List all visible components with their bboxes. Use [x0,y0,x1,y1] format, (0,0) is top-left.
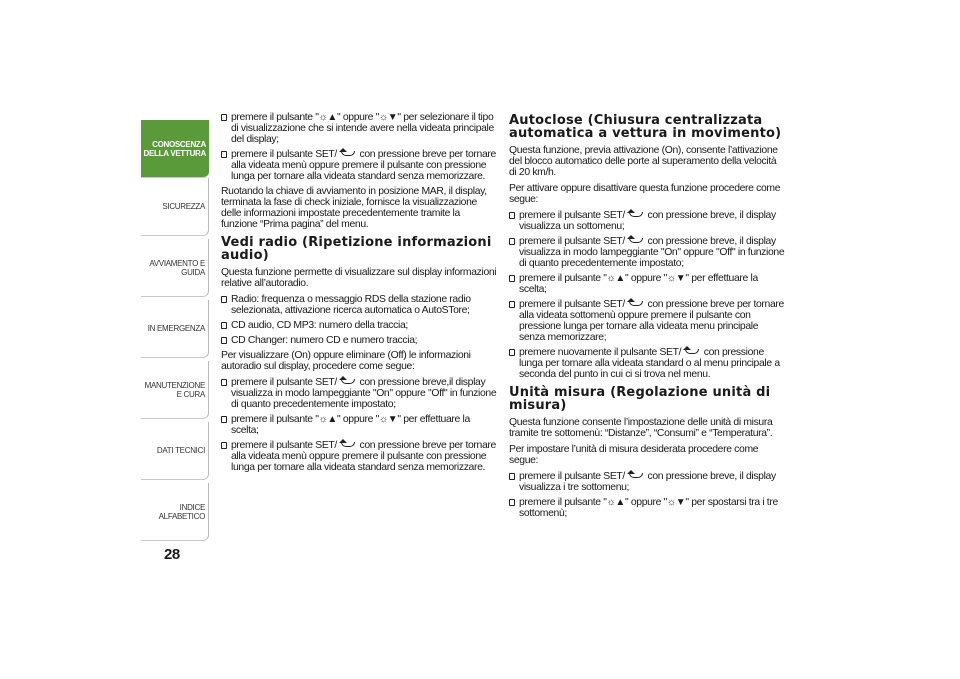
right-column [509,112,785,523]
light-up-arrow-icon: ☼▲ [318,112,337,123]
return-arrow-icon [627,471,643,479]
return-arrow-icon [683,347,699,355]
light-down-arrow-icon: ☼▼ [378,414,398,425]
tab-sicurezza[interactable]: SICUREZZA [141,178,209,236]
tab-manutenzione[interactable]: MANUTENZIONE E CURA [141,361,209,419]
return-arrow-icon [339,440,355,448]
paragraph: Per impostare l’unità di misura desiderata procedere come segue: [509,444,759,466]
list-item: premere il pulsante SET/ con pressione breve, il display visualizza un sottomenu; [509,210,785,232]
list-item: premere il pulsante "☼▲" oppure "☼▼" per spostarsi tra i tre sottomenù; [509,497,785,519]
return-arrow-icon [627,299,643,307]
paragraph: Ruotando la chiave di avviamento in posizione MAR, il display, terminata la fase di check iniziale, fornisce la visualizzazione delle informazioni impostate precedentemente tramite la funzione “Prima pagina” del menu. [221,186,487,230]
list-item: premere il pulsante SET/ con pressione breve per tornare alla videata menù oppure premere il pulsante con pressione lunga per tornare alla videata standard senza memorizzare. [221,440,497,473]
list-item: CD audio, CD MP3: numero della traccia; [221,320,497,331]
list-item: premere il pulsante "☼▲" oppure "☼▼" per effettuare la scelta; [221,414,497,436]
list-item: premere il pulsante SET/ con pressione breve,il display visualizza in modo lampeggiante "On" oppure "Off" in funzione di quanto precedentemente impostato; [221,377,497,410]
return-arrow-icon [627,210,643,218]
list-item: premere il pulsante "☼▲" oppure "☼▼" per selezionare il tipo di visualizzazione che si intende avere nella videata principale del display; [221,112,497,145]
list-item: premere il pulsante SET/ con pressione breve, il display visualizza i tre sottomenu; [509,471,785,493]
tab-avviamento[interactable]: AVVIAMENTO E GUIDA [141,239,209,297]
paragraph: Per attivare oppure disattivare questa funzione procedere come segue: [509,183,781,205]
paragraph: Questa funzione permette di visualizzare sul display informazioni relative all’autoradio. [221,267,497,289]
list-item: premere il pulsante SET/ con pressione breve, il display visualizza in modo lampeggiante "On" oppure "Off" in funzione di quanto precedentemente impostato; [509,236,785,269]
light-up-arrow-icon: ☼▲ [606,497,625,508]
return-arrow-icon [339,377,355,385]
return-arrow-icon [339,149,355,157]
section-heading: Vedi radio (Ripetizione informazioni audio) [221,235,492,263]
list-item: CD Changer: numero CD e numero traccia; [221,335,497,346]
section-heading: Autoclose (Chiusura centralizzata automatica a vettura in movimento) [509,113,782,141]
paragraph: Per visualizzare (On) oppure eliminare (Off) le informazioni autoradio sul display, procedere come segue: [221,350,471,372]
return-arrow-icon [627,236,643,244]
light-down-arrow-icon: ☼▼ [666,273,686,284]
light-up-arrow-icon: ☼▲ [606,273,625,284]
tab-dati-tecnici[interactable]: DATI TECNICI [141,422,209,480]
light-up-arrow-icon: ☼▲ [318,414,337,425]
list-item: premere il pulsante SET/ con pressione breve per tornare alla videata menù oppure premere il pulsante con pressione lunga per tornare alla videata standard senza memorizzare. [221,149,497,182]
paragraph: Questa funzione consente l’impostazione delle unità di misura tramite tre sottomenù: “Distanze”, “Consumi” e “Temperatura”. [509,417,773,439]
section-heading: Unità misura (Regolazione unità di misura) [509,385,771,413]
tab-indice[interactable]: INDICE ALFABETICO [141,483,209,541]
list-item: Radio: frequenza o messaggio RDS della stazione radio selezionata, attivazione ricerca automatica o AutoSTore; [221,294,497,316]
left-column [221,112,497,477]
tab-emergenza[interactable]: IN EMERGENZA [141,300,209,358]
tab-conoscenza[interactable]: CONOSCENZA DELLA VETTURA [141,120,209,178]
list-item: premere il pulsante SET/ con pressione breve per tornare alla videata sottomenù oppure premere il pulsante con pressione lunga per tornare alla videata menu principale senza memorizzare; [509,299,785,343]
light-down-arrow-icon: ☼▼ [666,497,686,508]
page-number: 28 [164,546,180,563]
list-item: premere nuovamente il pulsante SET/ con pressione lunga per tornare alla videata standard o al menu principale a seconda del punto in cui ci si trova nel menu. [509,347,785,380]
paragraph: Questa funzione, previa attivazione (On), consente l’attivazione del blocco automatico delle porte al superamento della velocità di 20 km/h. [509,145,778,178]
light-down-arrow-icon: ☼▼ [378,112,398,123]
list-item: premere il pulsante "☼▲" oppure "☼▼" per effettuare la scelta; [509,273,785,295]
